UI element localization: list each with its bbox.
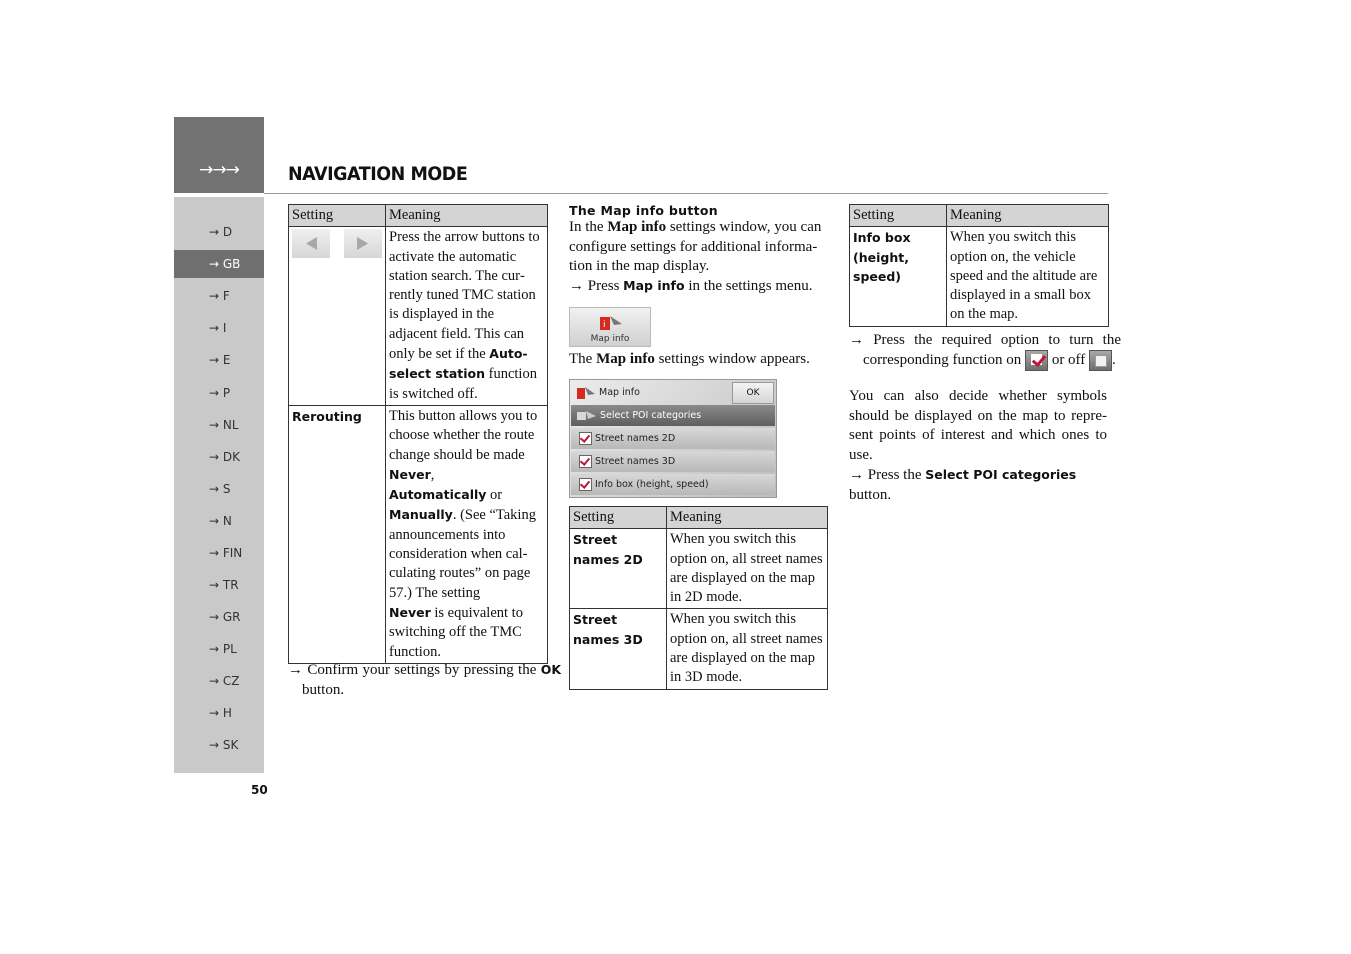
street-names-3d-setting: Street names 3D bbox=[570, 609, 667, 689]
street-names-table bbox=[569, 506, 828, 690]
ok-button[interactable]: OK bbox=[732, 382, 774, 404]
rerouting-setting: Rerouting bbox=[289, 405, 386, 663]
poi-flag-icon bbox=[574, 408, 600, 424]
street-names-2d-option[interactable]: Street names 2D bbox=[571, 428, 775, 449]
svg-text:i: i bbox=[603, 320, 606, 330]
window-title-bar: Map info bbox=[574, 382, 777, 403]
sidebar-item-i[interactable]: → I bbox=[209, 321, 227, 335]
table-header-meaning: Meaning bbox=[947, 205, 1109, 227]
map-info-window bbox=[569, 379, 777, 498]
right-arrow-button[interactable] bbox=[344, 229, 382, 258]
sidebar-item-f[interactable]: → F bbox=[209, 289, 230, 303]
confirm-instruction: → Confirm your settings by pressing the OK button. bbox=[288, 662, 562, 698]
table-header-setting: Setting bbox=[850, 205, 947, 227]
map-info-button[interactable]: i Map info bbox=[569, 307, 651, 347]
checkbox-checked-icon bbox=[579, 478, 592, 491]
sidebar-item-gb[interactable]: → GB bbox=[174, 250, 264, 278]
map-info-icon bbox=[574, 385, 596, 401]
select-poi-categories-button[interactable]: Select POI categories bbox=[571, 405, 775, 426]
street-names-2d-meaning: When you switch this option on, all street names are displayed on the map in 2D mode. bbox=[667, 529, 828, 609]
select-poi-instruction: → Press the Select POI categories button. bbox=[849, 467, 1077, 503]
checkbox-off-icon bbox=[1089, 350, 1112, 371]
window-appears-text: The Map info settings window appears. bbox=[569, 351, 810, 367]
map-info-heading: The Map info button bbox=[569, 203, 718, 218]
sidebar-item-p[interactable]: → P bbox=[209, 386, 231, 400]
sidebar-item-s[interactable]: → S bbox=[209, 482, 231, 496]
page-number: 50 bbox=[251, 783, 268, 797]
sidebar-item-d[interactable]: → D bbox=[209, 225, 233, 239]
arrow-right-icon bbox=[344, 229, 382, 258]
rerouting-meaning: This button allows you to choose whether the route change should be made Never, Automatically or Manually. (See “Taking announcements into consideration when calculating routes” on page 57.) The setting Never is equivalent to switching off the TMC function. bbox=[386, 405, 548, 663]
page-title: NAVIGATION MODE bbox=[288, 163, 468, 185]
tmc-settings-table bbox=[288, 204, 548, 664]
table-header-meaning: Meaning bbox=[386, 205, 548, 227]
header-divider bbox=[264, 193, 1108, 194]
toggle-option-instruction: → Press the required option to turn the corresponding function on or off . bbox=[849, 330, 1121, 371]
left-arrow-button[interactable] bbox=[292, 229, 330, 258]
sidebar-item-sk[interactable]: → SK bbox=[209, 738, 239, 752]
table-header-setting: Setting bbox=[570, 507, 667, 529]
sidebar-item-n[interactable]: → N bbox=[209, 514, 232, 528]
sidebar-item-pl[interactable]: → PL bbox=[209, 642, 237, 656]
press-map-info-instruction: → Press Map info in the settings menu. bbox=[569, 278, 813, 294]
street-names-3d-meaning: When you switch this option on, all street names are displayed on the map in 3D mode. bbox=[667, 609, 828, 689]
table-header-setting: Setting bbox=[289, 205, 386, 227]
sidebar-item-dk[interactable]: → DK bbox=[209, 450, 240, 464]
arrow-buttons-meaning: Press the arrow buttons to activate the automatic station search. The currently tuned TMC station is displayed in the adjacent field. This can only be set if the Auto-select station function is switched off. bbox=[386, 227, 548, 406]
header-block bbox=[174, 117, 264, 193]
map-info-intro: In the Map info settings window, you can configure settings for additional information in the map display. bbox=[569, 219, 822, 274]
sidebar-item-e[interactable]: → E bbox=[209, 353, 231, 367]
sidebar-item-cz[interactable]: → CZ bbox=[209, 674, 240, 688]
info-box-option[interactable]: Info box (height, speed) bbox=[571, 474, 775, 495]
language-sidebar bbox=[174, 197, 264, 773]
info-box-setting: Info box (height, speed) bbox=[850, 227, 947, 326]
sidebar-item-gr[interactable]: → GR bbox=[209, 610, 241, 624]
arrow-left-icon bbox=[292, 229, 330, 258]
info-box-meaning: When you switch this option on, the vehicle speed and the altitude are displayed in a small box on the map. bbox=[947, 227, 1109, 326]
map-info-icon bbox=[596, 312, 626, 334]
sidebar-item-nl[interactable]: → NL bbox=[209, 418, 239, 432]
sidebar-item-h[interactable]: → H bbox=[209, 706, 232, 720]
info-box-table bbox=[849, 204, 1109, 327]
poi-symbols-text: You can also decide whether symbols should be displayed on the map to represent points of interest and which ones to use. bbox=[849, 388, 1107, 463]
checkbox-on-icon bbox=[1025, 350, 1048, 371]
sidebar-item-tr[interactable]: → TR bbox=[209, 578, 239, 592]
arrow-buttons-cell bbox=[289, 227, 386, 406]
street-names-2d-setting: Street names 2D bbox=[570, 529, 667, 609]
checkbox-checked-icon bbox=[579, 432, 592, 445]
street-names-3d-option[interactable]: Street names 3D bbox=[571, 451, 775, 472]
checkbox-checked-icon bbox=[579, 455, 592, 468]
table-header-meaning: Meaning bbox=[667, 507, 828, 529]
sidebar-item-fin[interactable]: → FIN bbox=[209, 546, 243, 560]
header-arrows: →→→ bbox=[199, 160, 239, 180]
